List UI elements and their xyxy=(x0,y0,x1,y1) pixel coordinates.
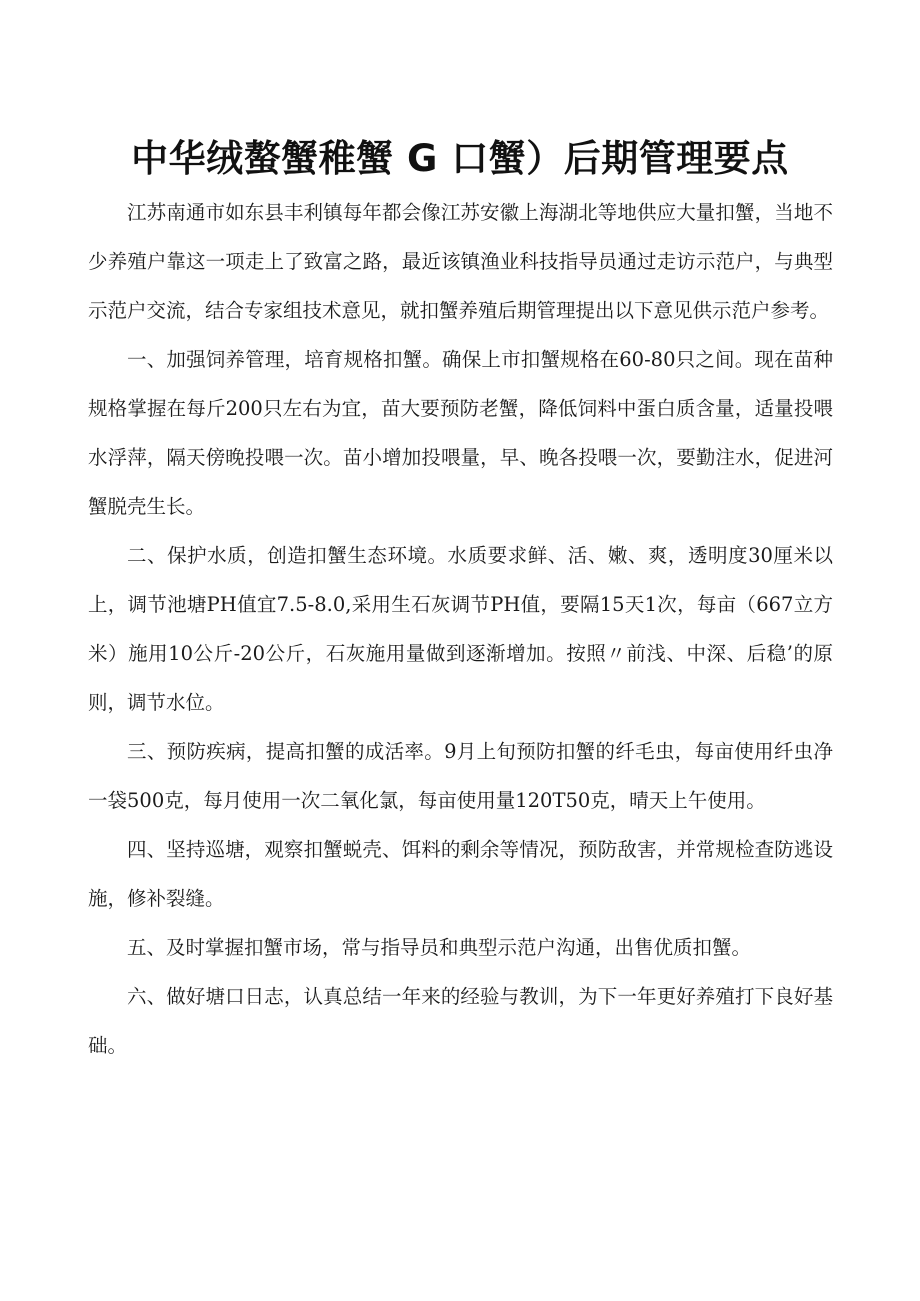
section-6-paragraph: 六、做好塘口日志，认真总结一年来的经验与教训，为下一年更好养殖打下良好基础。 xyxy=(88,985,833,1057)
document-body xyxy=(88,188,833,1070)
section-1-paragraph: 一、加强饲养管理，培育规格扣蟹。确保上市扣蟹规格在60-80只之间。现在苗种规格掌握在每斤200只左右为宜，苗大要预防老蟹，降低饲料中蛋白质含量，适量投喂水浮萍，隔天傍晚投喂一次。苗小增加投喂量，早、晚各投喂一次，要勤注水，促进河蟹脱壳生长。 xyxy=(88,348,833,518)
document-title: 中华绒螯蟹稚蟹 G 口蟹）后期管理要点 xyxy=(131,137,789,180)
section-3-paragraph: 三、预防疾病，提高扣蟹的成活率。9月上旬预防扣蟹的纤毛虫，每亩使用纤虫净一袋500克，每月使用一次二氧化氯，每亩使用量120T50克，晴天上午使用。 xyxy=(88,740,833,812)
intro-paragraph: 江苏南通市如东县丰利镇每年都会像江苏安徽上海湖北等地供应大量扣蟹，当地不少养殖户靠这一项走上了致富之路，最近该镇渔业科技指导员通过走访示范户，与典型示范户交流，结合专家组技术意见，就扣蟹养殖后期管理提出以下意见供示范户参考。 xyxy=(88,201,833,322)
section-4-paragraph: 四、坚持巡塘，观察扣蟹蜕壳、饵料的剩余等情况，预防敌害，并常规检查防逃设施，修补裂缝。 xyxy=(88,838,833,910)
section-2-paragraph: 二、保护水质，创造扣蟹生态环境。水质要求鲜、活、嫩、爽，透明度30厘米以上，调节池塘PH值宜7.5-8.0,采用生石灰调节PH值，要隔15天1次，每亩（667立方米）施用10公斤-20公斤，石灰施用量做到逐渐增加。按照〃前浅、中深、后稳’的原则，调节水位。 xyxy=(88,544,833,714)
section-5-paragraph: 五、及时掌握扣蟹市场，常与指导员和典型示范户沟通，出售优质扣蟹。 xyxy=(127,936,752,959)
